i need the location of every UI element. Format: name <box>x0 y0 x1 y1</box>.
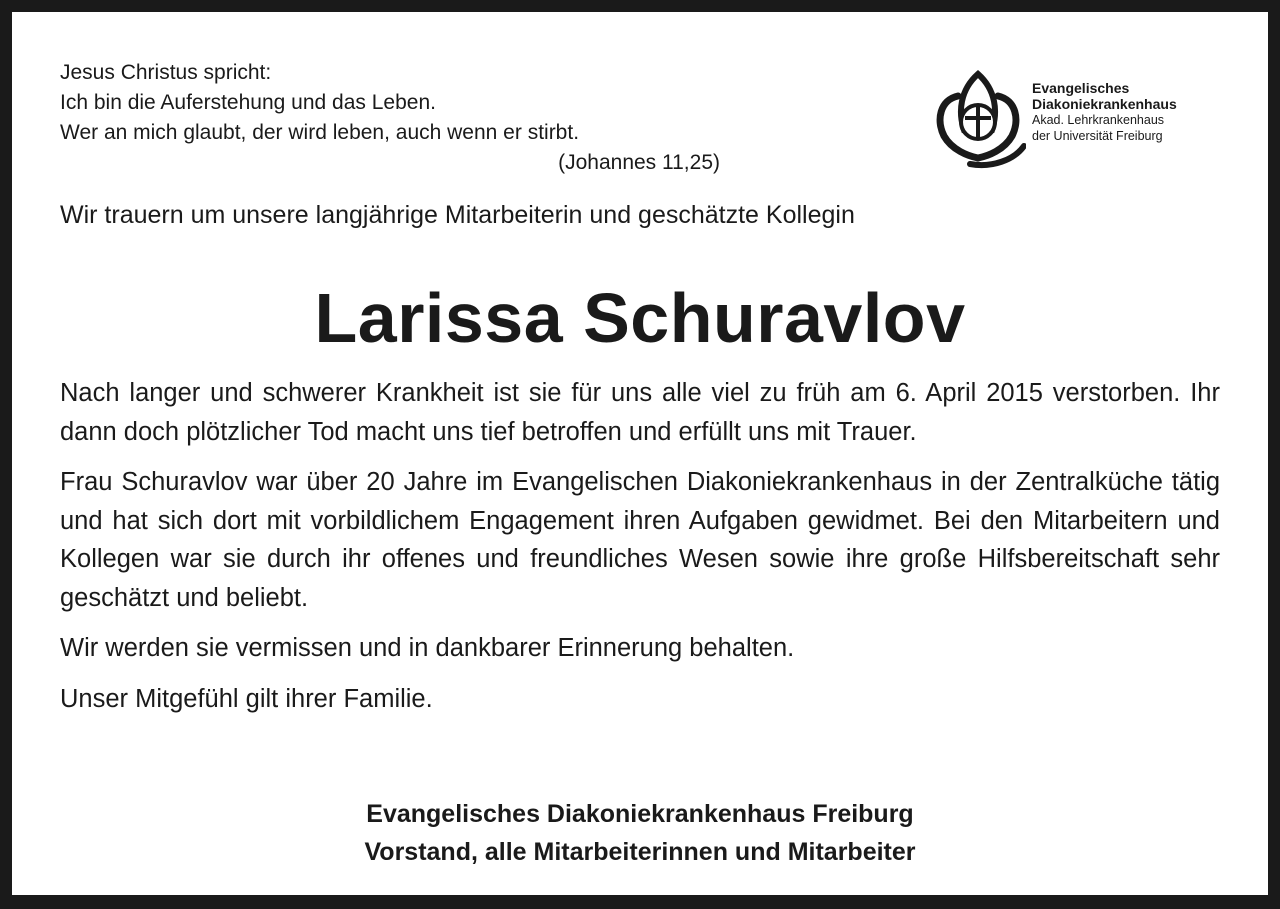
logo-name-line-1: Evangelisches <box>1032 80 1130 96</box>
logo-name-line-2: Diakoniekrankenhaus <box>1032 96 1177 112</box>
body-paragraph-4: Unser Mitgefühl gilt ihrer Familie. <box>60 684 433 713</box>
logo-sub-line-2: der Universität Freiburg <box>1032 129 1163 143</box>
body-paragraph-1: Nach langer und schwerer Krankheit ist sie für uns alle viel zu früh am 6. April 2015 verstorben. Ihr dann doch plötzlicher Tod macht uns tief betroffen und erfüllt uns mit Trauer. <box>60 379 1220 446</box>
verse-line-1: Jesus Christus spricht: <box>60 61 272 84</box>
signature-line-2: Vorstand, alle Mitarbeiterinnen und Mitarbeiter <box>364 838 916 866</box>
hospital-logo <box>930 60 1230 170</box>
logo-sub-line-1: Akad. Lehrkrankenhaus <box>1032 113 1165 127</box>
signature-block <box>12 795 1268 871</box>
bible-verse <box>60 58 720 178</box>
mourning-intro: Wir trauern um unsere langjährige Mitarbeiterin und geschätzte Kollegin <box>60 201 855 229</box>
body-paragraph-3: Wir werden sie vermissen und in dankbarer Erinnerung behalten. <box>60 634 795 662</box>
logo-text <box>1032 80 1177 144</box>
verse-reference: (Johannes 11,25) <box>558 151 720 174</box>
signature-line-1: Evangelisches Diakoniekrankenhaus Freiburg <box>366 800 914 828</box>
body-paragraph-2: Frau Schuravlov war über 20 Jahre im Evangelischen Diakoniekrankenhaus in der Zentralküche tätig und hat sich dort mit vorbildlichem Engagement ihren Aufgaben gewidmet. Bei den Mitarbeitern und Kollegen war sie durch ihr offenes und freundliches Wesen sowie ihre große Hilfsbereitschaft sehr geschätzt und beliebt. <box>60 468 1220 612</box>
obituary-body <box>60 374 1220 730</box>
deceased-name: Larissa Schuravlov <box>314 279 966 357</box>
hospital-logo-icon <box>930 60 1026 170</box>
verse-line-2: Ich bin die Auferstehung und das Leben. <box>60 91 436 114</box>
verse-line-3: Wer an mich glaubt, der wird leben, auch wenn er stirbt. <box>60 121 580 144</box>
